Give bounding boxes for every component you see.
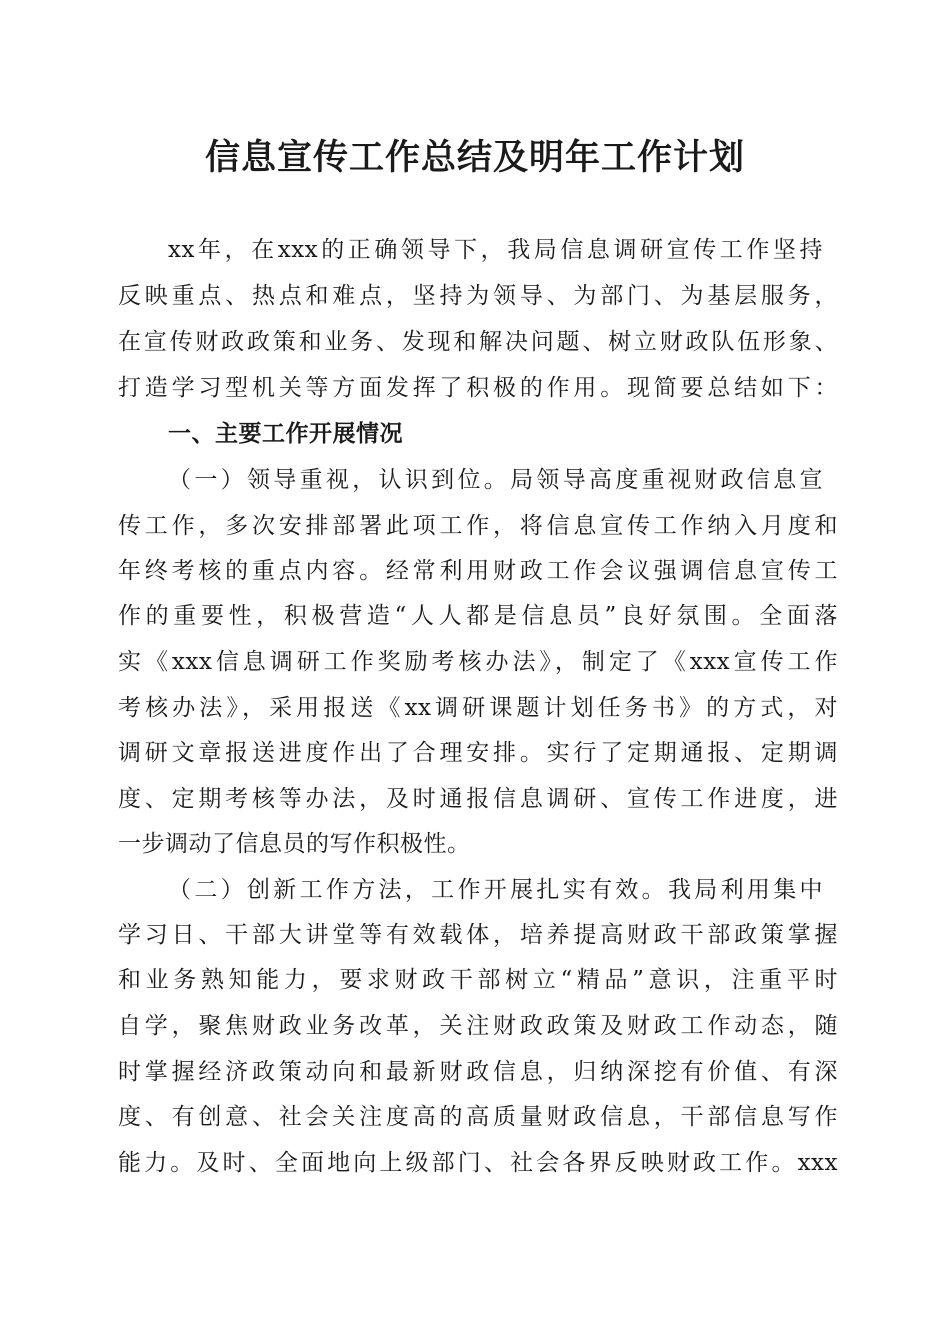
paragraph-line: （二）创新工作方法，工作开展扎实有效。我局利用集中 [168,877,823,903]
paragraph-line: 考核办法》，采用报送《xx调研课题计划任务书》的方式，对 [118,695,838,721]
paragraph-line: 一步调动了信息员的写作积极性。 [118,831,471,857]
paragraph-line: 传工作，多次安排部署此项工作，将信息宣传工作纳入月度和 [118,513,838,539]
paragraph-line: 学习日、干部大讲堂等有效载体，培养提高财政干部政策掌握 [118,922,838,948]
paragraph-line: 在宣传财政政策和业务、发现和解决问题、树立财政队伍形象、 [118,329,838,355]
paragraph-line: （一）领导重视，认识到位。局领导高度重视财政信息宣 [168,467,823,493]
section-heading: 一、主要工作开展情况 [168,421,403,447]
paragraph-line: 打造学习型机关等方面发挥了积极的作用。现简要总结如下： [118,375,838,401]
document-title: 信息宣传工作总结及明年工作计划 [204,137,745,178]
paragraph-line: 实《xxx信息调研工作奖励考核办法》，制定了《xxx宣传工作 [118,649,838,675]
paragraph-line: 时掌握经济政策动向和最新财政信息，归纳深挖有价值、有深 [118,1059,838,1085]
paragraph-line: 度、定期考核等办法，及时通报信息调研、宣传工作进度，进 [118,786,838,812]
paragraph-line: 作的重要性，积极营造“人人都是信息员”良好氛围。全面落 [118,603,838,629]
paragraph-line: 自学，聚焦财政业务改革，关注财政政策及财政工作动态，随 [118,1013,838,1039]
paragraph-line: 调研文章报送进度作出了合理安排。实行了定期通报、定期调 [118,740,838,766]
paragraph-line: xx年，在xxx的正确领导下，我局信息调研宣传工作坚持 [168,237,823,263]
paragraph-line: 能力。及时、全面地向上级部门、社会各界反映财政工作。xxx [118,1150,838,1176]
paragraph-line: 度、有创意、社会关注度高的高质量财政信息，干部信息写作 [118,1104,838,1130]
paragraph-line: 和业务熟知能力，要求财政干部树立“精品”意识，注重平时 [118,967,838,993]
paragraph-line: 年终考核的重点内容。经常利用财政工作会议强调信息宣传工 [118,558,838,584]
paragraph-line: 反映重点、热点和难点，坚持为领导、为部门、为基层服务， [118,283,838,309]
